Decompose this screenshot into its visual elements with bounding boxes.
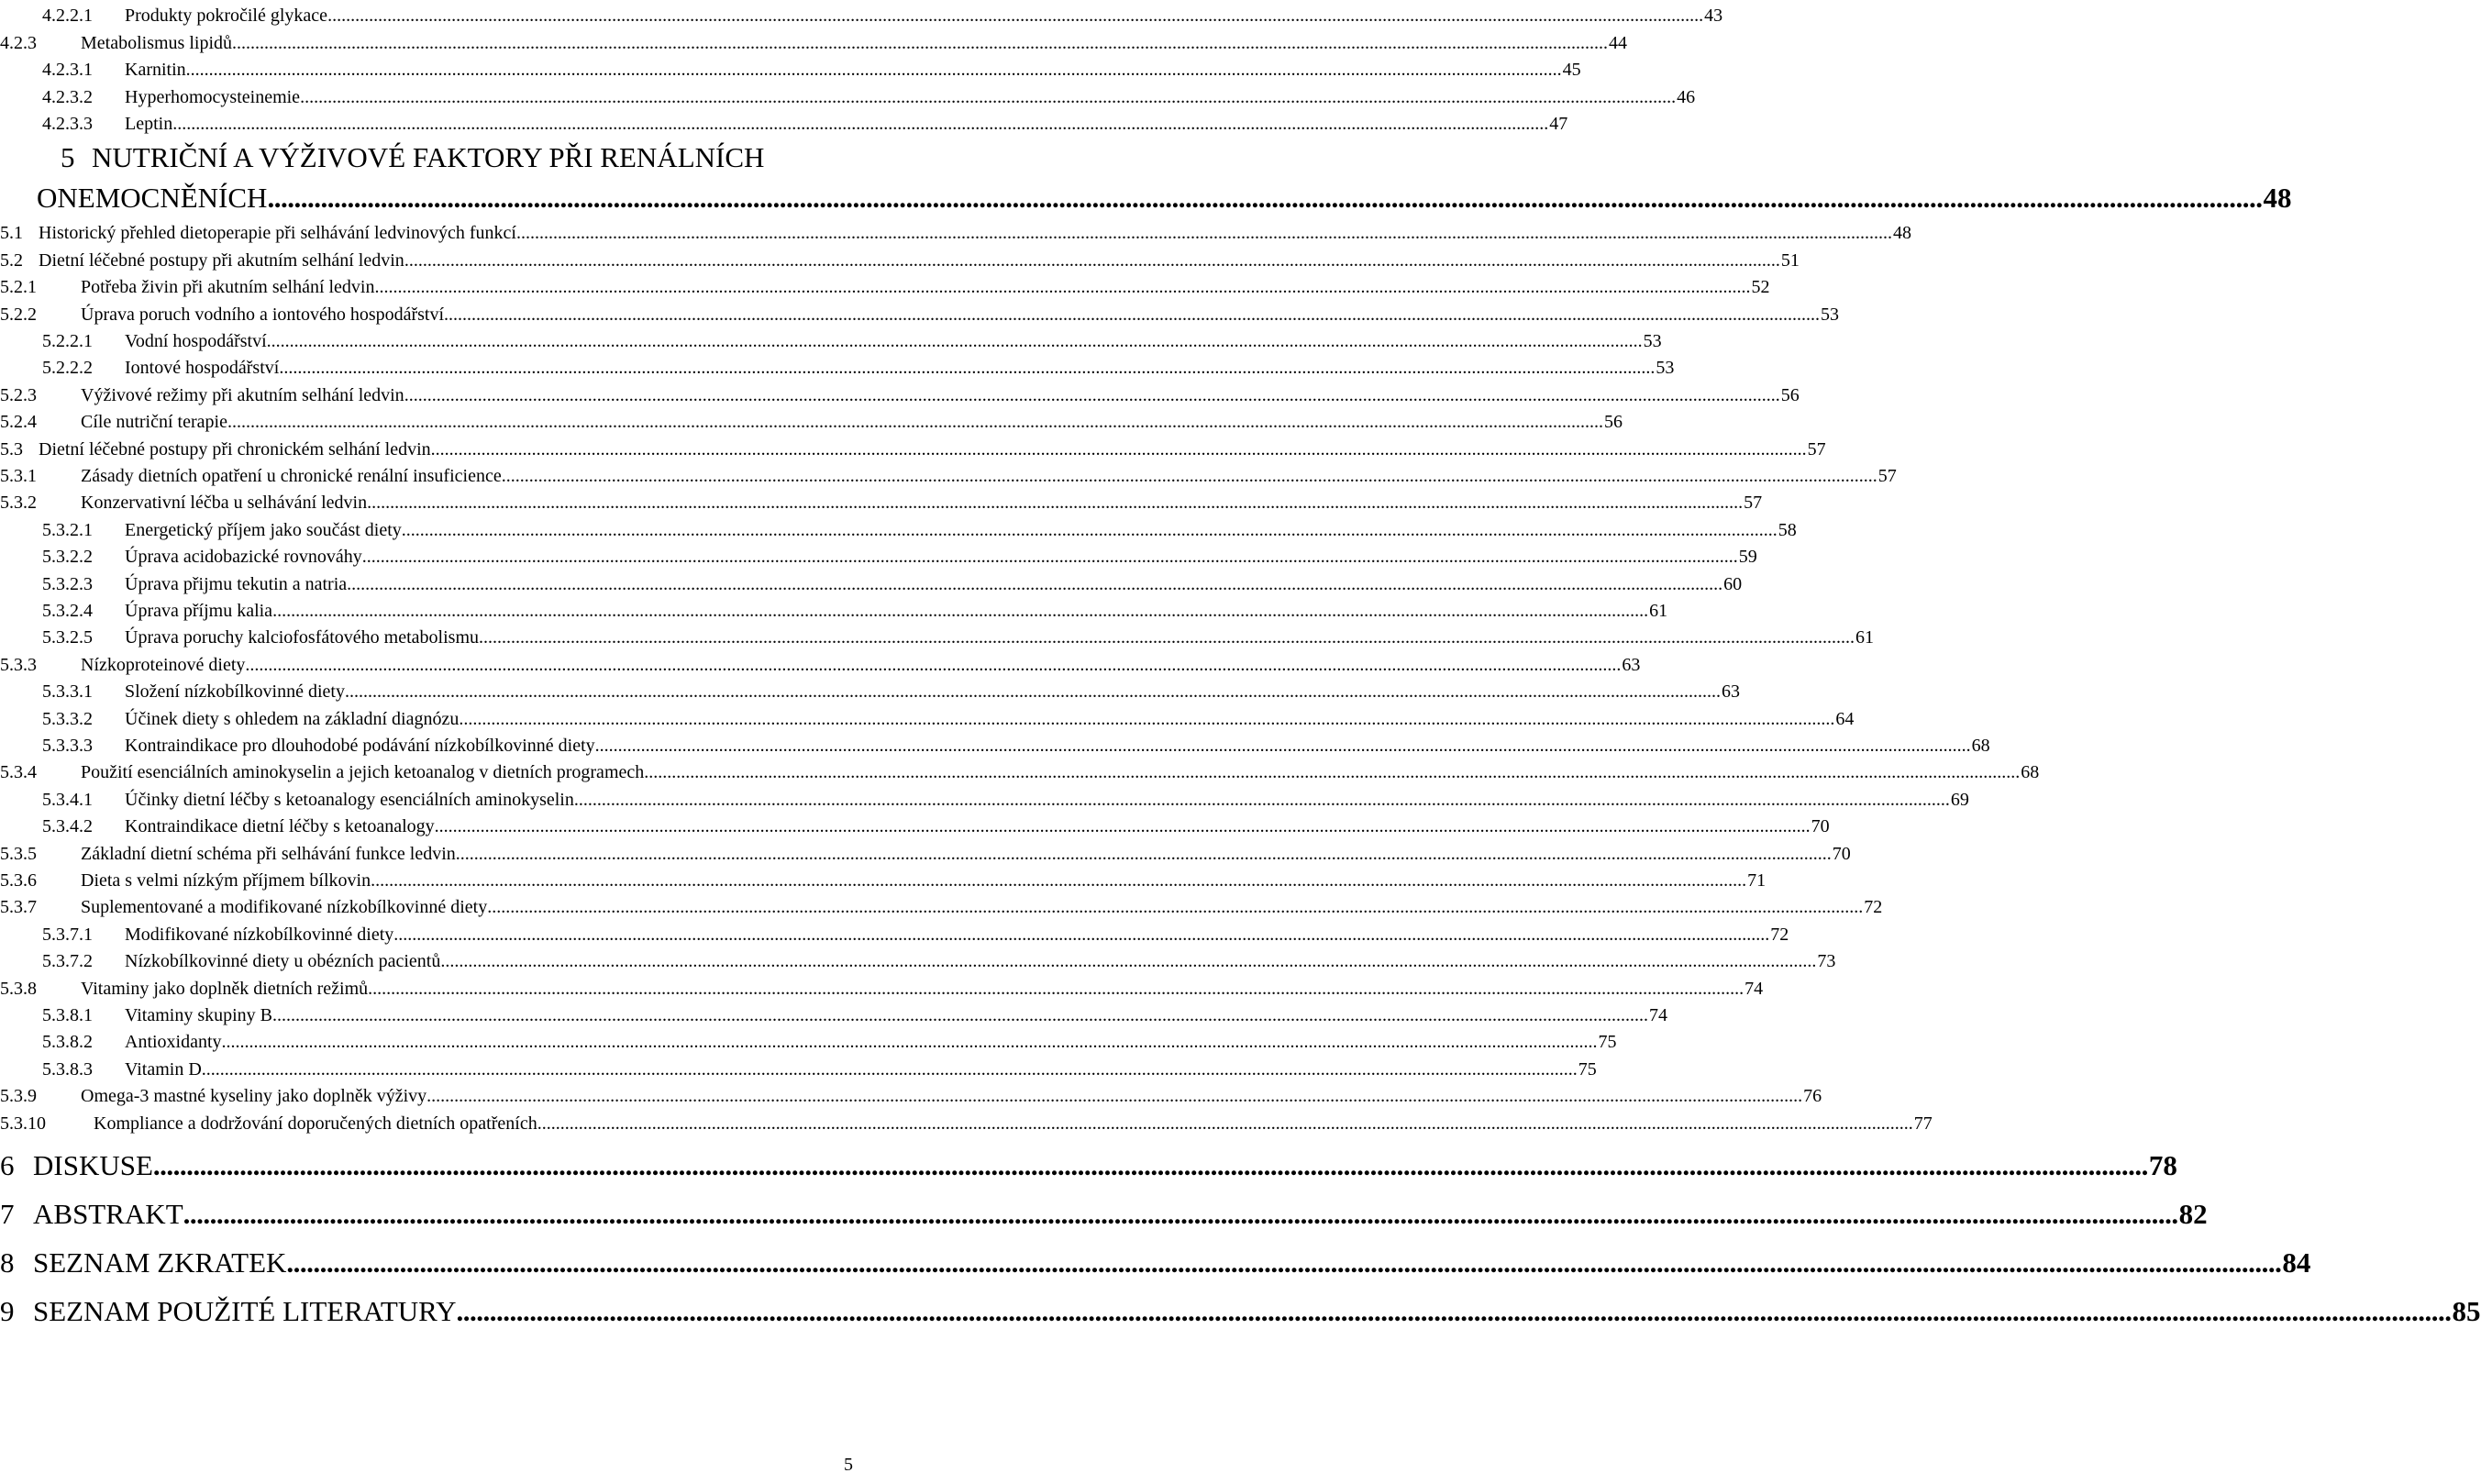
toc-entry-page: 72 — [1864, 897, 1883, 918]
toc-entry-title: Omega-3 mastné kyseliny jako doplněk výživy — [81, 1086, 427, 1107]
toc-dot-leader: ............................................................................................................................................................................................................................................................................................................ — [594, 735, 1971, 756]
toc-dot-leader: ............................................................................................................................................................................................................................................................................................................ — [573, 789, 1950, 810]
toc-dot-leader: ............................................................................................................................................................................................................................................................................................................ — [401, 519, 1778, 540]
toc-dot-leader: ............................................................................................................................................................................................................................................................................................................ — [444, 304, 1821, 325]
toc-entry-title: Nízkoproteinové diety — [81, 654, 246, 675]
toc-entry-number: 5.3.8.3 — [42, 1058, 93, 1080]
toc-entry-title: Iontové hospodářství — [125, 358, 280, 379]
toc-entry-number: 8 — [0, 1246, 15, 1279]
toc-entry-page: 74 — [1649, 1004, 1668, 1025]
toc-entry-number: 5.2.2.1 — [42, 330, 93, 351]
toc-entry — [0, 217, 1911, 244]
toc-entry-page: 64 — [1835, 708, 1855, 729]
toc-entry — [0, 1183, 2208, 1232]
toc-dot-leader: ............................................................................................................................................................................................................................................................................................................ — [347, 573, 1723, 594]
toc-dot-leader: ............................................................................................................................................................................................................................................................................................................ — [644, 762, 2021, 783]
toc-entry-title: Úprava příjmu kalia — [125, 600, 273, 621]
toc-entry-number: 4.2.3 — [0, 32, 37, 53]
toc-entry-number: 5.3.5 — [0, 843, 37, 864]
toc-entry — [0, 271, 1770, 298]
toc-entry-number: 5.3.7 — [0, 897, 37, 918]
toc-entry-title: Úprava acidobazické rovnováhy — [125, 547, 362, 568]
toc-dot-leader: ............................................................................................................................................................................................................................................................................................................ — [371, 869, 1747, 891]
toc-entry-title: Hyperhomocysteinemie — [125, 86, 301, 107]
toc-entry — [0, 460, 1897, 487]
toc-entry — [0, 1232, 2311, 1280]
toc-entry-number: 5.3.8.1 — [42, 1004, 93, 1025]
toc-entry — [42, 946, 1836, 972]
toc-entry — [0, 244, 1800, 271]
toc-entry-page: 57 — [1744, 493, 1763, 514]
toc-entry-page: 46 — [1677, 86, 1696, 107]
toc-dot-leader: ............................................................................................................................................................................................................................................................................................................ — [456, 1294, 2452, 1327]
toc-entry-page: 47 — [1549, 113, 1568, 134]
toc-entry — [42, 352, 1675, 379]
toc-entry-page: 63 — [1622, 654, 1641, 675]
toc-dot-leader: ............................................................................................................................................................................................................................................................................................................ — [267, 182, 2263, 214]
toc-entry-title: Produkty pokročilé glykace — [125, 6, 328, 27]
toc-entry-page: 57 — [1807, 438, 1826, 460]
toc-entry-title: Dieta s velmi nízkým příjmem bílkovin — [81, 869, 371, 891]
toc-entry-title: Historický přehled dietoperapie při selhávání ledvinových funkcí — [39, 223, 516, 244]
toc-entry-number: 4.2.3.1 — [42, 60, 93, 81]
toc-entry — [42, 703, 1855, 729]
toc-entry-number: 5.3.4.2 — [42, 816, 93, 837]
toc-entry-page: 76 — [1803, 1086, 1822, 1107]
toc-entry — [0, 648, 1641, 675]
toc-entry-number: 5.3.6 — [0, 869, 37, 891]
toc-entry — [0, 406, 1623, 433]
toc-entry — [42, 676, 1740, 703]
toc-entry-page: 74 — [1744, 978, 1764, 999]
toc-entry-continuation — [37, 175, 2292, 216]
toc-entry-title: ABSTRAKT — [33, 1197, 183, 1230]
toc-dot-leader: ............................................................................................................................................................................................................................................................................................................ — [404, 249, 1780, 271]
toc-entry-title: Suplementované a modifikované nízkobílkovinné diety — [81, 897, 488, 918]
toc-entry-title: Úprava přijmu tekutin a natria — [125, 573, 348, 594]
toc-entry-page: 68 — [1971, 735, 1990, 756]
toc-entry — [42, 81, 1696, 107]
toc-entry-title: Zásady dietních opatření u chronické renální insuficience — [81, 465, 502, 486]
toc-entry — [42, 918, 1789, 945]
toc-entry — [0, 972, 1764, 999]
toc-entry-page: 43 — [1704, 6, 1723, 27]
toc-entry-number: 5.2.2 — [0, 304, 37, 325]
toc-entry-title: Energetický příjem jako součást diety — [125, 519, 402, 540]
toc-entry-number: 5.3.8 — [0, 978, 37, 999]
toc-entry — [0, 1107, 1933, 1134]
toc-entry-number: 5.1 — [0, 223, 23, 244]
toc-entry-title: Základní dietní schéma při selhávání funkce ledvin — [81, 843, 456, 864]
page-number: 5 — [844, 1455, 853, 1475]
toc-dot-leader: ............................................................................................................................................................................................................................................................................................................ — [479, 627, 1855, 648]
toc-entry-heading-line — [61, 135, 851, 175]
toc-dot-leader: ............................................................................................................................................................................................................................................................................................................ — [434, 816, 1811, 837]
toc-dot-leader: ............................................................................................................................................................................................................................................................................................................ — [430, 438, 1807, 460]
toc-entry-page: 61 — [1649, 600, 1668, 621]
toc-entry-title: Vodní hospodářství — [125, 330, 267, 351]
toc-entry-page: 75 — [1578, 1058, 1597, 1080]
toc-entry-title: Kontraindikace dietní léčby s ketoanalogy — [125, 816, 435, 837]
toc-entry-title: Nízkobílkovinné diety u obézních pacientů — [125, 951, 441, 972]
toc-dot-leader: ............................................................................................................................................................................................................................................................................................................ — [404, 384, 1780, 405]
toc-entry-title: Vitamin D — [125, 1058, 202, 1080]
toc-entry — [0, 892, 1883, 918]
toc-entry-page: 48 — [2263, 182, 2292, 214]
toc-entry-title: Použití esenciálních aminokyselin a jejich ketoanalog v dietních programech — [81, 762, 645, 783]
toc-entry-number: 9 — [0, 1294, 15, 1327]
toc-entry-title: Cíle nutriční terapie — [81, 412, 227, 433]
toc-entry — [42, 514, 1797, 540]
toc-entry-title: NUTRIČNÍ A VÝŽIVOVÉ FAKTORY PŘI RENÁLNÍCH — [92, 141, 765, 173]
toc-entry-title: SEZNAM ZKRATEK — [33, 1246, 287, 1279]
toc-entry — [42, 0, 1723, 27]
toc-entry-page: 56 — [1780, 384, 1800, 405]
toc-entry-title: Úprava poruchy kalciofosfátového metabolismu — [125, 627, 479, 648]
toc-entry — [0, 487, 1763, 514]
toc-entry-title: Potřeba živin při akutním selhání ledvin — [81, 277, 375, 298]
toc-dot-leader: ............................................................................................................................................................................................................................................................................................................ — [201, 1058, 1578, 1080]
toc-dot-leader: ............................................................................................................................................................................................................................................................................................................ — [327, 6, 1704, 27]
toc-entry — [42, 811, 1830, 837]
toc-entry-number: 5.3.2.1 — [42, 519, 93, 540]
toc-entry-page: 73 — [1817, 951, 1836, 972]
toc-entry — [42, 1000, 1668, 1026]
toc-entry-title: Kontraindikace pro dlouhodobé podávání nízkobílkovinné diety — [125, 735, 595, 756]
toc-entry-number: 5.2 — [0, 249, 23, 271]
toc-entry — [42, 622, 1874, 648]
toc-entry-page: 51 — [1780, 249, 1800, 271]
toc-entry-page: 58 — [1778, 519, 1797, 540]
toc-dot-leader: ............................................................................................................................................................................................................................................................................................................ — [300, 86, 1677, 107]
toc-dot-leader: ............................................................................................................................................................................................................................................................................................................ — [245, 654, 1622, 675]
toc-entry-number: 5.2.2.2 — [42, 358, 93, 379]
toc-entry-page: 48 — [1892, 223, 1911, 244]
toc-entry-title: Antioxidanty — [125, 1032, 222, 1053]
toc-entry-number: 5.3.3.3 — [42, 735, 93, 756]
toc-entry-number: 5.3 — [0, 438, 23, 460]
toc-entry-title: Vitaminy skupiny B — [125, 1004, 273, 1025]
toc-entry-title-continued: ONEMOCNĚNÍCH — [37, 182, 268, 214]
toc-entry-number: 5.3.4.1 — [42, 789, 93, 810]
toc-entry — [0, 298, 1840, 325]
toc-entry-title: Modifikované nízkobílkovinné diety — [125, 924, 394, 945]
toc-entry-number: 5.2.3 — [0, 384, 37, 405]
toc-entry-page: 85 — [2452, 1294, 2481, 1327]
toc-entry-number: 5.3.7.1 — [42, 924, 93, 945]
toc-entry-title: SEZNAM POUŽITÉ LITERATURY — [33, 1294, 457, 1327]
toc-entry-page: 78 — [2148, 1148, 2177, 1181]
toc-dot-leader: ............................................................................................................................................................................................................................................................................................................ — [185, 60, 1562, 81]
toc-dot-leader: ............................................................................................................................................................................................................................................................................................................ — [183, 1197, 2178, 1230]
toc-dot-leader: ............................................................................................................................................................................................................................................................................................................ — [515, 223, 1892, 244]
toc-entry-title: Metabolismus lipidů — [81, 32, 232, 53]
toc-dot-leader: ............................................................................................................................................................................................................................................................................................................ — [501, 465, 1877, 486]
toc-entry-title: Úprava poruch vodního a iontového hospodářství — [81, 304, 445, 325]
toc-entry-title: Účinky dietní léčby s ketoanalogy esenciálních aminokyselin — [125, 789, 574, 810]
toc-entry-number: 5.3.3 — [0, 654, 37, 675]
toc-dot-leader: ............................................................................................................................................................................................................................................................................................................ — [286, 1246, 2282, 1279]
toc-dot-leader: ............................................................................................................................................................................................................................................................................................................ — [152, 1148, 2148, 1181]
toc-entry-number: 5.3.2.3 — [42, 573, 93, 594]
toc-entry-page: 56 — [1603, 412, 1623, 433]
toc-dot-leader: ............................................................................................................................................................................................................................................................................................................ — [221, 1032, 1598, 1053]
toc-entry-number: 5.3.3.2 — [42, 708, 93, 729]
toc-entry-number: 5.3.2.5 — [42, 627, 93, 648]
toc-entry-page: 70 — [1811, 816, 1830, 837]
toc-entry-title: Leptin — [125, 113, 173, 134]
toc-dot-leader: ............................................................................................................................................................................................................................................................................................................ — [266, 330, 1643, 351]
toc-entry — [0, 1135, 2177, 1183]
toc-entry-page: 75 — [1598, 1032, 1617, 1053]
toc-entry — [42, 326, 1662, 352]
toc-entry-number: 5 — [61, 141, 75, 173]
toc-entry-number: 5.3.3.1 — [42, 681, 93, 703]
toc-entry-number: 7 — [0, 1197, 15, 1230]
toc-entry-title: Složení nízkobílkovinné diety — [125, 681, 345, 703]
toc-entry-number: 5.3.9 — [0, 1086, 37, 1107]
toc-entry — [0, 433, 1826, 460]
toc-dot-leader: ............................................................................................................................................................................................................................................................................................................ — [368, 978, 1744, 999]
toc-dot-leader: ............................................................................................................................................................................................................................................................................................................ — [227, 412, 1603, 433]
toc-entry-number: 4.2.3.3 — [42, 113, 93, 134]
toc-entry-number: 5.3.7.2 — [42, 951, 93, 972]
toc-entry-page: 71 — [1747, 869, 1767, 891]
toc-entry-number: 4.2.2.1 — [42, 6, 93, 27]
toc-entry-page: 53 — [1821, 304, 1840, 325]
toc-entry-page: 84 — [2282, 1246, 2311, 1279]
toc-entry — [42, 541, 1757, 568]
toc-entry — [42, 1026, 1617, 1053]
toc-entry-page: 63 — [1721, 681, 1740, 703]
toc-entry — [42, 595, 1668, 622]
toc-entry-number: 5.3.1 — [0, 465, 37, 486]
toc-dot-leader: ............................................................................................................................................................................................................................................................................................................ — [232, 32, 1608, 53]
toc-dot-leader: ............................................................................................................................................................................................................................................................................................................ — [344, 681, 1721, 703]
toc-entry-page: 61 — [1855, 627, 1874, 648]
toc-entry-number: 5.3.2 — [0, 493, 37, 514]
toc-entry-page: 82 — [2178, 1197, 2208, 1230]
toc-entry-title: Vitaminy jako doplněk dietních režimů — [81, 978, 369, 999]
toc-entry-number: 5.3.8.2 — [42, 1032, 93, 1053]
toc-entry-number: 4.2.3.2 — [42, 86, 93, 107]
toc-entry — [0, 757, 2040, 783]
toc-entry-number: 5.3.2.4 — [42, 600, 93, 621]
toc-entry — [42, 568, 1743, 594]
toc-dot-leader: ............................................................................................................................................................................................................................................................................................................ — [272, 1004, 1649, 1025]
toc-dot-leader: ............................................................................................................................................................................................................................................................................................................ — [172, 113, 1549, 134]
toc-entry-number: 6 — [0, 1148, 15, 1181]
toc-dot-leader: ............................................................................................................................................................................................................................................................................................................ — [455, 843, 1832, 864]
toc-entry-number: 5.3.4 — [0, 762, 37, 783]
toc-entry-page: 72 — [1770, 924, 1789, 945]
toc-entry-page: 68 — [2021, 762, 2040, 783]
toc-dot-leader: ............................................................................................................................................................................................................................................................................................................ — [487, 897, 1864, 918]
toc-entry-title: Karnitin — [125, 60, 186, 81]
toc-entry-number: 5.2.1 — [0, 277, 37, 298]
toc-entry-page: 57 — [1877, 465, 1897, 486]
toc-dot-leader: ............................................................................................................................................................................................................................................................................................................ — [393, 924, 1770, 945]
toc-entry — [0, 865, 1767, 892]
toc-entry — [0, 27, 1627, 53]
toc-entry-number: 5.3.10 — [0, 1113, 46, 1134]
toc-entry-title: Výživové režimy při akutním selhání ledvin — [81, 384, 404, 405]
toc-entry — [0, 1280, 2481, 1329]
toc-entry-page: 59 — [1738, 547, 1757, 568]
toc-entry-page: 52 — [1751, 277, 1770, 298]
toc-dot-leader: ............................................................................................................................................................................................................................................................................................................ — [440, 951, 1817, 972]
toc-dot-leader: ............................................................................................................................................................................................................................................................................................................ — [361, 547, 1738, 568]
toc-entry — [42, 108, 1568, 135]
toc-dot-leader: ............................................................................................................................................................................................................................................................................................................ — [374, 277, 1751, 298]
toc-entry-page: 70 — [1832, 843, 1851, 864]
toc-dot-leader: ............................................................................................................................................................................................................................................................................................................ — [279, 358, 1656, 379]
toc-entry-title: Dietní léčebné postupy při chronickém selhání ledvin — [39, 438, 431, 460]
toc-entry-title: Dietní léčebné postupy při akutním selhání ledvin — [39, 249, 404, 271]
toc-entry-page: 53 — [1643, 330, 1662, 351]
toc-entry-title: Kompliance a dodržování doporučených dietních opatřeních — [94, 1113, 537, 1134]
toc-dot-leader: ............................................................................................................................................................................................................................................................................................................ — [272, 600, 1649, 621]
toc-entry-number: 5.3.2.2 — [42, 547, 93, 568]
toc-entry — [0, 837, 1851, 864]
toc-dot-leader: ............................................................................................................................................................................................................................................................................................................ — [367, 493, 1744, 514]
toc-entry — [0, 1080, 1822, 1107]
toc-dot-leader: ............................................................................................................................................................................................................................................................................................................ — [426, 1086, 1803, 1107]
toc-entry — [42, 730, 1990, 757]
toc-entry-page: 53 — [1656, 358, 1675, 379]
toc-entry — [42, 1053, 1597, 1080]
toc-entry-page: 44 — [1609, 32, 1627, 53]
toc-dot-leader: ............................................................................................................................................................................................................................................................................................................ — [459, 708, 1835, 729]
toc-entry-page: 69 — [1950, 789, 1969, 810]
toc-entry-title: Konzervativní léčba u selhávání ledvin — [81, 493, 368, 514]
toc-entry-title: Účinek diety s ohledem na základní diagnózu — [125, 708, 460, 729]
toc-entry-number: 5.2.4 — [0, 412, 37, 433]
toc-entry — [0, 379, 1800, 405]
toc-entry — [42, 54, 1581, 81]
toc-entry — [42, 783, 1969, 810]
toc-entry-page: 45 — [1562, 60, 1581, 81]
toc-entry-page: 60 — [1723, 573, 1743, 594]
toc-entry-page: 77 — [1913, 1113, 1933, 1134]
toc-entry-title: DISKUSE — [33, 1148, 153, 1181]
toc-dot-leader: ............................................................................................................................................................................................................................................................................................................ — [537, 1113, 1913, 1134]
